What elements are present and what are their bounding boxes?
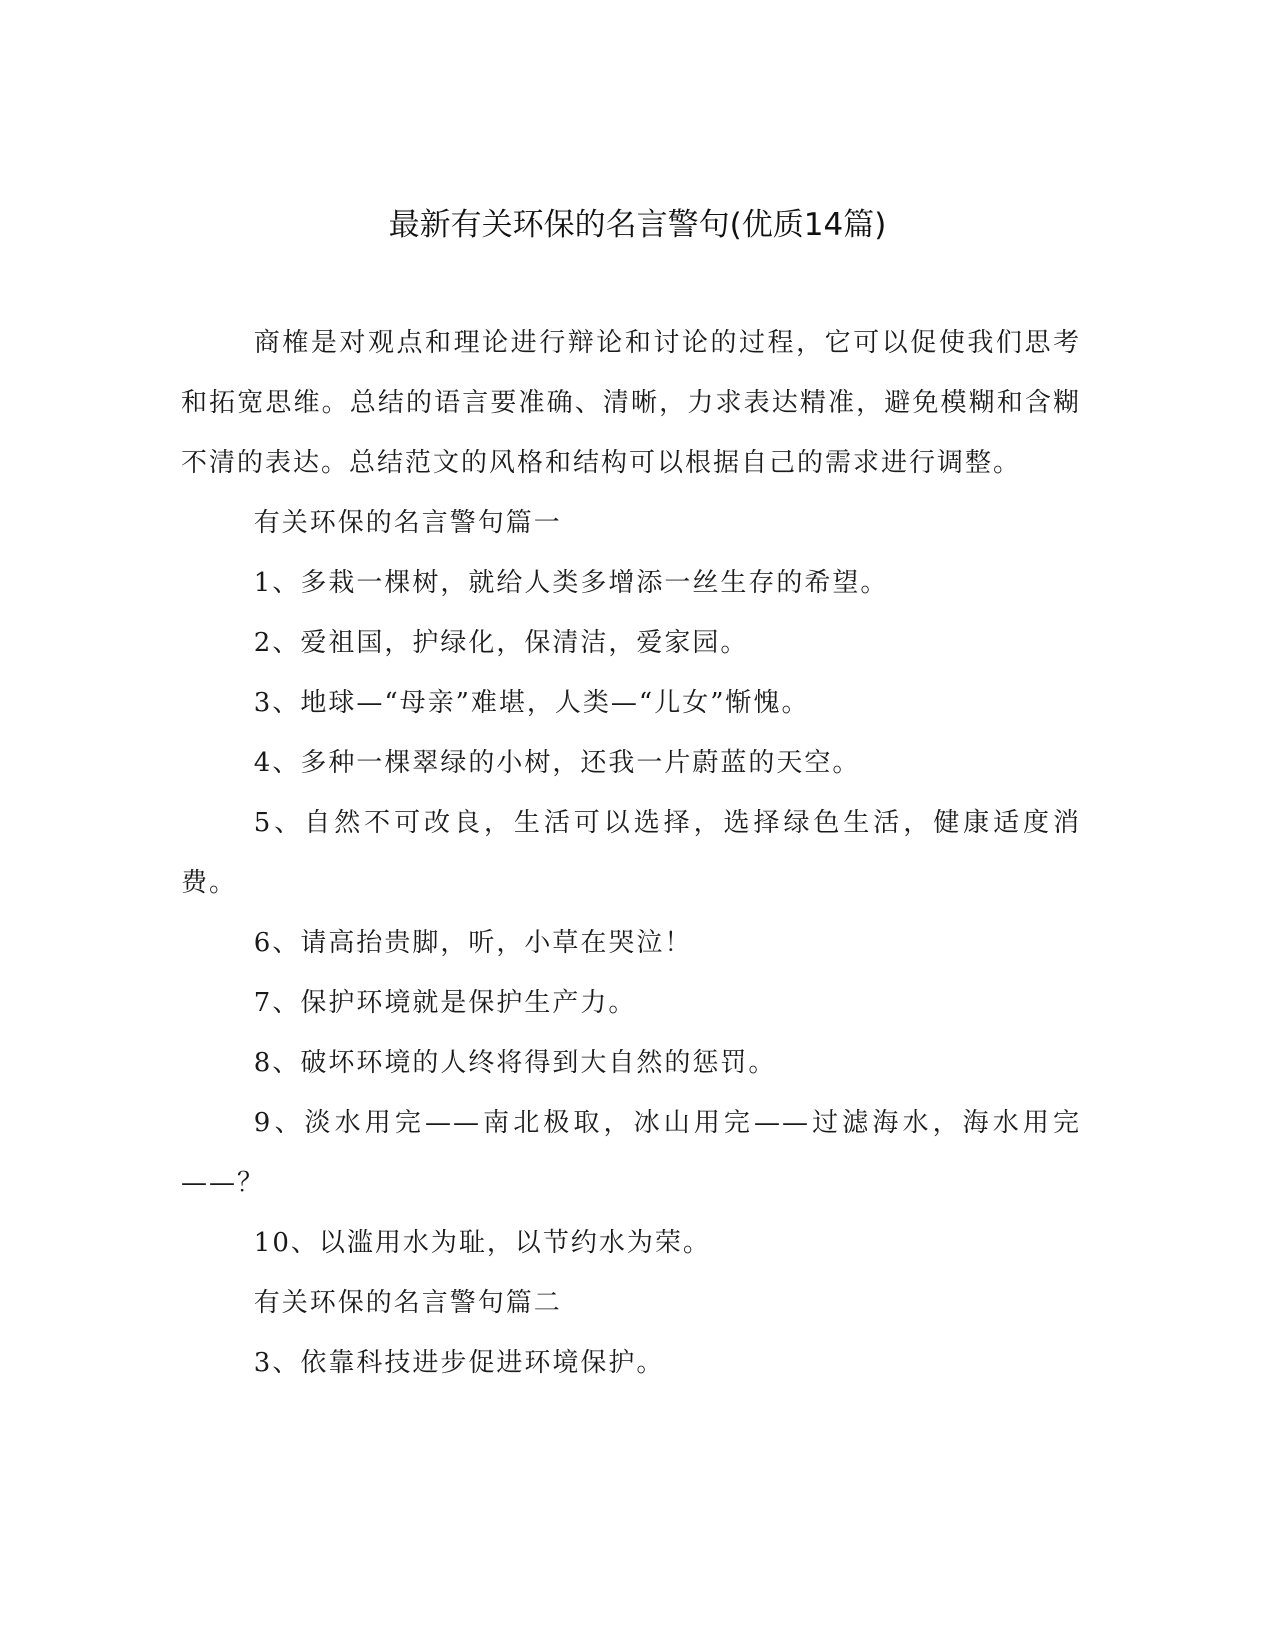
quote-item: 3、地球—“母亲”难堪，人类—“儿女”惭愧。: [253, 688, 810, 718]
quote-item: 9、淡水用完——南北极取，冰山用完——过滤海水，海水用完——？: [181, 1108, 1081, 1198]
section-heading-1: 有关环保的名言警句篇一: [253, 508, 562, 538]
quote-item: 5、自然不可改良，生活可以选择，选择绿色生活，健康适度消费。: [181, 808, 1081, 898]
quote-item: 7、保护环境就是保护生产力。: [253, 988, 637, 1018]
quote-item: 10、以滥用水为耻，以节约水为荣。: [253, 1228, 711, 1258]
quote-item: 8、破坏环境的人终将得到大自然的惩罚。: [253, 1048, 777, 1078]
document-body: [181, 313, 1081, 1393]
section-heading-2: 有关环保的名言警句篇二: [253, 1288, 562, 1318]
quote-item: 1、多栽一棵树，就给人类多增添一丝生存的希望。: [253, 568, 889, 598]
quote-item: 2、爱祖国，护绿化，保清洁，爱家园。: [253, 628, 749, 658]
intro-paragraph: 商榷是对观点和理论进行辩论和讨论的过程，它可以促使我们思考和拓宽思维。总结的语言要准确、清晰，力求表达精准，避免模糊和含糊不清的表达。总结范文的风格和结构可以根据自己的需求进行调整。: [181, 328, 1081, 478]
quote-item: 3、依靠科技进步促进环境保护。: [253, 1348, 665, 1378]
document-title: 最新有关环保的名言警句(优质14篇): [388, 207, 887, 243]
quote-item: 4、多种一棵翠绿的小树，还我一片蔚蓝的天空。: [253, 748, 861, 778]
quote-item: 6、请高抬贵脚，听，小草在哭泣！: [253, 928, 693, 958]
